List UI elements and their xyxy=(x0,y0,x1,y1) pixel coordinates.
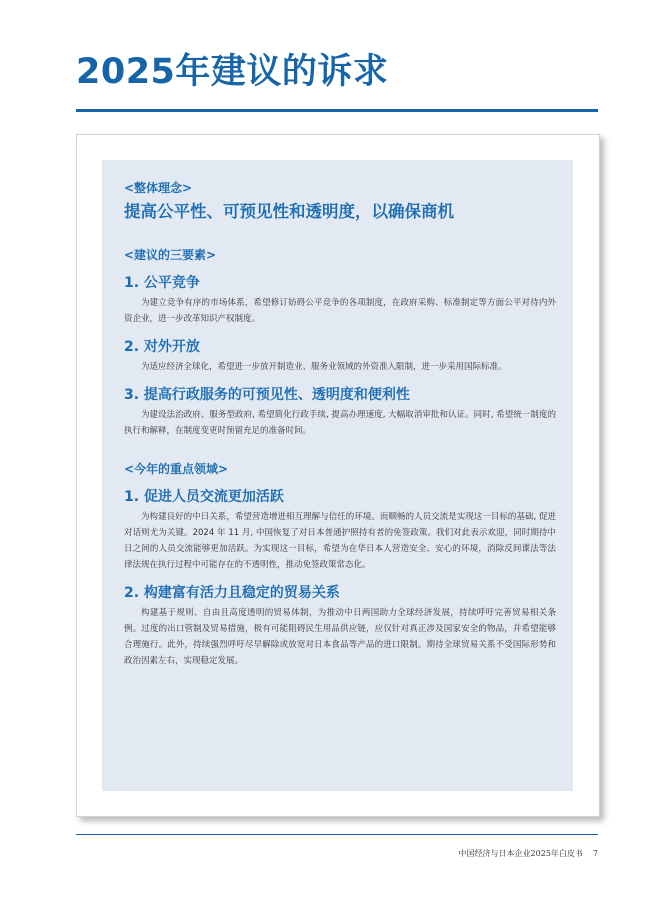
section-text: 为建立竞争有序的市场体系，希望修订妨碍公平竞争的各项制度，在政府采购、标准制定等方面公平对待内外资企业，进一步改革知识产权制度。 xyxy=(124,298,556,324)
section-text: 为适应经济全球化，希望进一步放开制造业、服务业领域的外资准入限制，进一步采用国际标准。 xyxy=(141,362,507,372)
proposal-card xyxy=(76,134,600,817)
section-heading: 2. 构建富有活力且稳定的贸易关系 xyxy=(124,585,340,601)
focus-trade-relations xyxy=(124,583,556,669)
section-heading: 1. 公平竞争 xyxy=(124,275,200,291)
focus-people-exchange xyxy=(124,487,556,573)
focus-areas-tag: <今年的重点领域> xyxy=(124,462,229,476)
proposal-panel xyxy=(102,160,573,791)
overall-concept-headline: 提高公平性、可预见性和透明度，以确保商机 xyxy=(124,202,454,221)
section-text: 构建基于规则、自由且高度透明的贸易体制，为推动中日两国助力全球经济发展，持续呼吁完善贸易相关条例。过度的出口管制及贸易措施，极有可能阻碍民生用品供应链，应仅针对真正涉及国家安全的物品，并希望能够合理施行。此外，持续强烈呼吁尽早解除或放宽对日本食品等产品的进口限制。期待全球贸易关系不受国际形势和政治因素左右，实现稳定发展。 xyxy=(124,608,556,666)
page-title: 2025年建议的诉求 xyxy=(76,52,389,92)
proposal-content xyxy=(124,180,556,669)
three-elements-tag: <建议的三要素> xyxy=(124,248,217,262)
overall-concept-tag: <整体理念> xyxy=(124,181,193,195)
title-divider xyxy=(76,109,598,112)
section-text: 为构建良好的中日关系，希望营造增进相互理解与信任的环境。而顺畅的人员交流是实现这一目标的基础, 促进对话则尤为关键。2024 年 11 月, 中国恢复了对日本普通护照持有者的免签政策。我们对此表示欢迎，同时期待中日之间的人员交流能够更加活跃。为实现这一目标，希望为在华日本人营造安全、安心的环境，消除反间谍法等法律法规在执行过程中可能存在的不透明性，推动免签政策常态化。 xyxy=(124,512,556,570)
element-fair-competition xyxy=(124,273,556,327)
footer-divider xyxy=(76,834,598,835)
element-administrative-services xyxy=(124,385,556,439)
page-footer xyxy=(459,848,598,859)
publication-title: 中国经济与日本企业2025年白皮书 xyxy=(458,849,583,858)
section-heading: 1. 促进人员交流更加活跃 xyxy=(124,489,284,505)
section-text: 为建设法治政府、服务型政府, 希望简化行政手续, 提高办理速度, 大幅取消审批和认证。同时, 希望统一制度的执行和解释，在制度变更时预留充足的准备时间。 xyxy=(124,410,556,436)
element-opening-up xyxy=(124,337,556,375)
section-heading: 2. 对外开放 xyxy=(124,339,200,355)
page-number: 7 xyxy=(592,849,598,858)
section-heading: 3. 提高行政服务的可预见性、透明度和便利性 xyxy=(124,387,410,403)
